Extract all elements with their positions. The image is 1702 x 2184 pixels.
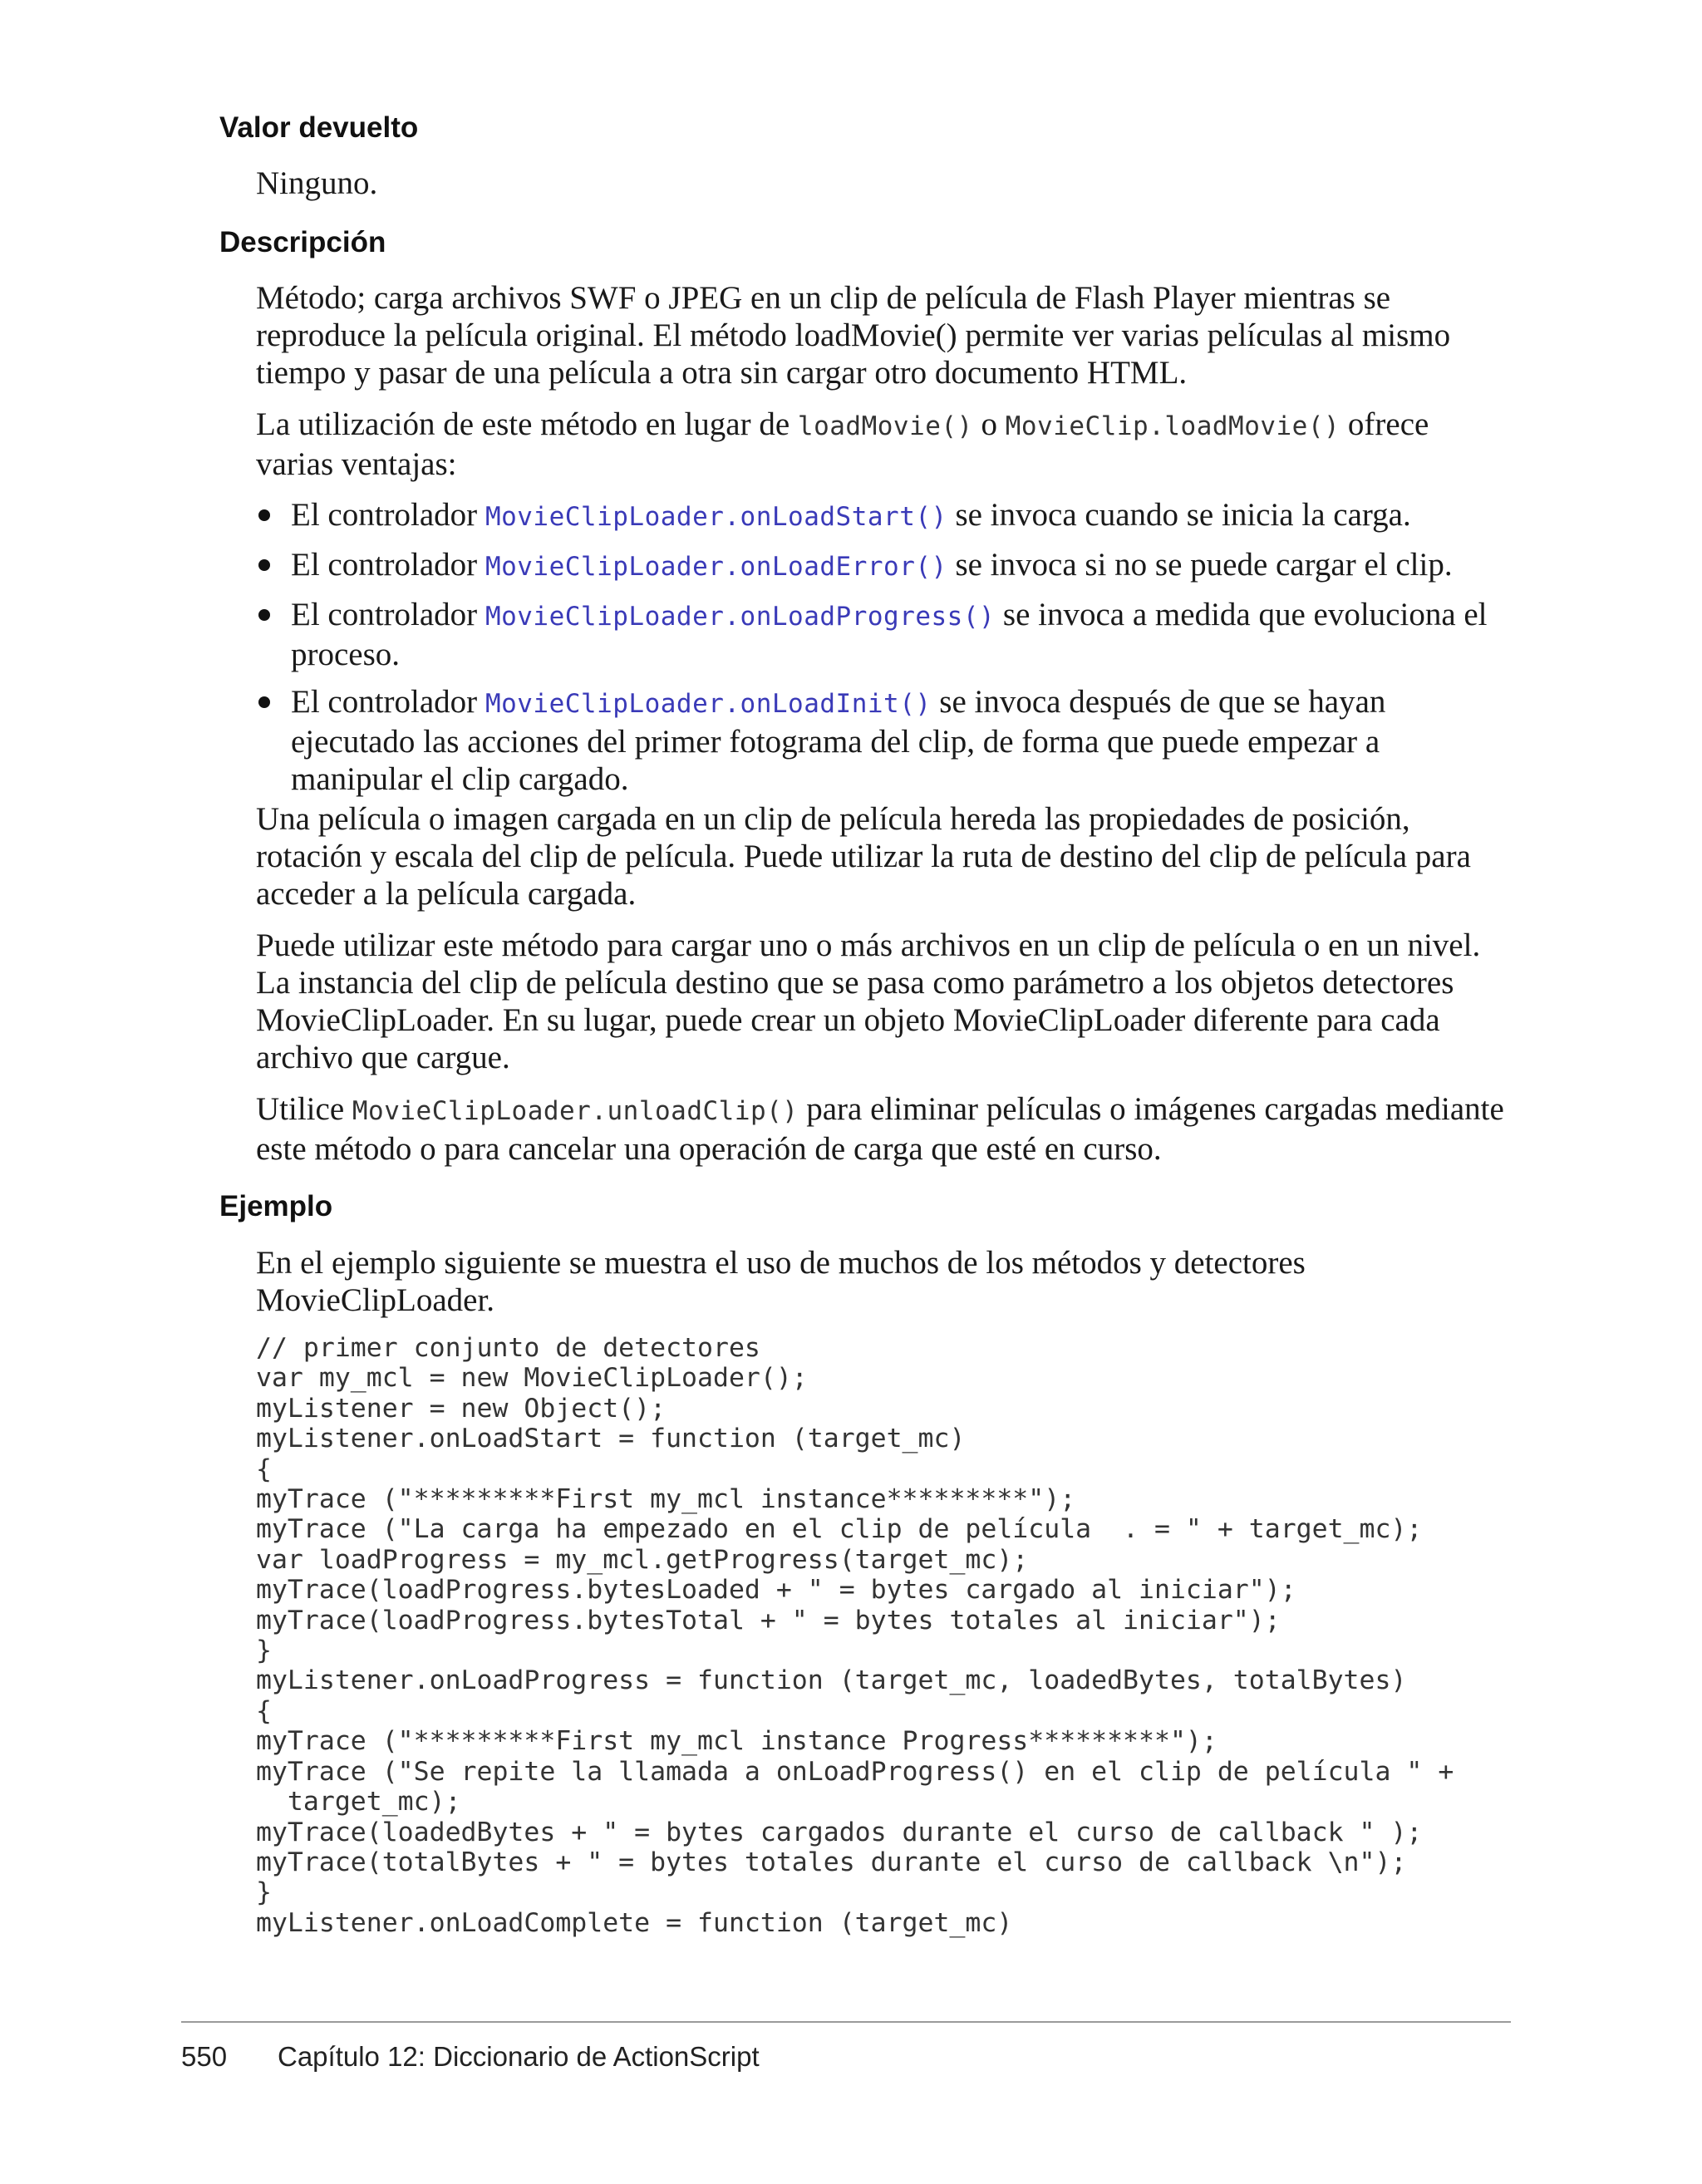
p5-text-pre: Utilice xyxy=(256,1091,352,1127)
list-item-onloadinit xyxy=(256,683,1511,798)
bullet-text-pre: El controlador xyxy=(291,684,485,720)
list-item-onloadprogress xyxy=(256,596,1511,673)
bullet-text-pre: El controlador xyxy=(291,597,485,632)
heading-description: Descripción xyxy=(219,226,386,258)
onloadinit-link[interactable]: MovieClipLoader.onLoadInit() xyxy=(485,689,932,719)
bullet-text-post: se invoca después de que se hayan ejecutado las acciones del primer fotograma del clip, de forma que puede empezar a manipular el clip cargado. xyxy=(291,684,1386,797)
p5-text-post: para eliminar películas o imágenes cargadas mediante este método o para cancelar una operación de carga que esté en curso. xyxy=(256,1091,1504,1167)
example-intro: En el ejemplo siguiente se muestra el uso de muchos de los métodos y detectores MovieClipLoader. xyxy=(256,1245,1306,1318)
bullet-text-post: se invoca cuando se inicia la carga. xyxy=(947,497,1411,533)
description-paragraph-4: Puede utilizar este método para cargar uno o más archivos en un clip de película o en un nivel. La instancia del clip de película destino que se pasa como parámetro a los objetos detectores MovieClipLoader. En su lugar, puede crear un objeto MovieClipLoader diferente para cada archivo que cargue. xyxy=(256,927,1481,1075)
p2-text-mid: o xyxy=(972,406,1006,442)
description-paragraph-1: Método; carga archivos SWF o JPEG en un clip de película de Flash Player mientras se reproduce la película original. El método loadMovie() permite ver varias películas al mismo tiempo y pasar de una película a otra sin cargar otro documento HTML. xyxy=(256,280,1451,391)
onloadstart-link[interactable]: MovieClipLoader.onLoadStart() xyxy=(485,502,947,532)
description-paragraph-2 xyxy=(256,406,1511,483)
footer-divider xyxy=(181,2021,1511,2023)
return-value-text: Ninguno. xyxy=(256,165,378,201)
bullet-text-pre: El controlador xyxy=(291,547,485,583)
p2-text-post: ofrece varias ventajas: xyxy=(256,406,1429,482)
bullet-text-post: se invoca si no se puede cargar el clip. xyxy=(947,547,1453,583)
advantages-list xyxy=(256,496,1511,808)
chapter-title: Capítulo 12: Diccionario de ActionScript xyxy=(278,2041,760,2072)
page-number: 550 xyxy=(181,2041,228,2072)
p2-text-pre: La utilización de este método en lugar de xyxy=(256,406,798,442)
heading-return-value: Valor devuelto xyxy=(219,111,419,144)
onloaderror-link[interactable]: MovieClipLoader.onLoadError() xyxy=(485,552,947,582)
description-paragraph-3: Una película o imagen cargada en un clip de película hereda las propiedades de posición, rotación y escala del clip de película. Puede utilizar la ruta de destino del clip de película para acceder a la película cargada. xyxy=(256,801,1471,912)
heading-example: Ejemplo xyxy=(219,1190,333,1222)
list-item-onloadstart xyxy=(256,496,1511,536)
p2-code-movieclip-loadmovie: MovieClip.loadMovie() xyxy=(1005,411,1340,441)
list-item-onloaderror xyxy=(256,546,1511,586)
p2-code-loadmovie: loadMovie() xyxy=(797,411,973,441)
onloadprogress-link[interactable]: MovieClipLoader.onLoadProgress() xyxy=(485,602,996,632)
code-sample: // primer conjunto de detectores var my_mcl = new MovieClipLoader(); myListener = new Object(); myListener.onLoadStart = function (target_mc) { myTrace ("*********First my_mcl instance*********"); myTrace ("La carga ha empezado en el clip de película . = " + target_mc); var loadProgress = my_mcl.getProgress(target_mc); myTrace(loadProgress.bytesLoaded + " = bytes cargado al iniciar"); myTrace(loadProgress.bytesTotal + " = bytes totales al iniciar"); } myListener.onLoadProgress = function (target_mc, loadedBytes, totalBytes) { myTrace ("*********First my_mcl instance Progress*********"); myTrace ("Se repite la llamada a onLoadProgress() en el clip de película " + target_mc); myTrace(loadedBytes + " = bytes cargados durante el curso de callback " ); myTrace(totalBytes + " = bytes totales durante el curso de callback \n"); } myListener.onLoadComplete = function (target_mc) xyxy=(256,1333,1454,1938)
bullet-text-pre: El controlador xyxy=(291,497,485,533)
p5-code-unloadclip: MovieClipLoader.unloadClip() xyxy=(352,1096,799,1126)
description-paragraph-5 xyxy=(256,1090,1511,1168)
bullet-text-post: se invoca a medida que evoluciona el proceso. xyxy=(291,597,1488,672)
